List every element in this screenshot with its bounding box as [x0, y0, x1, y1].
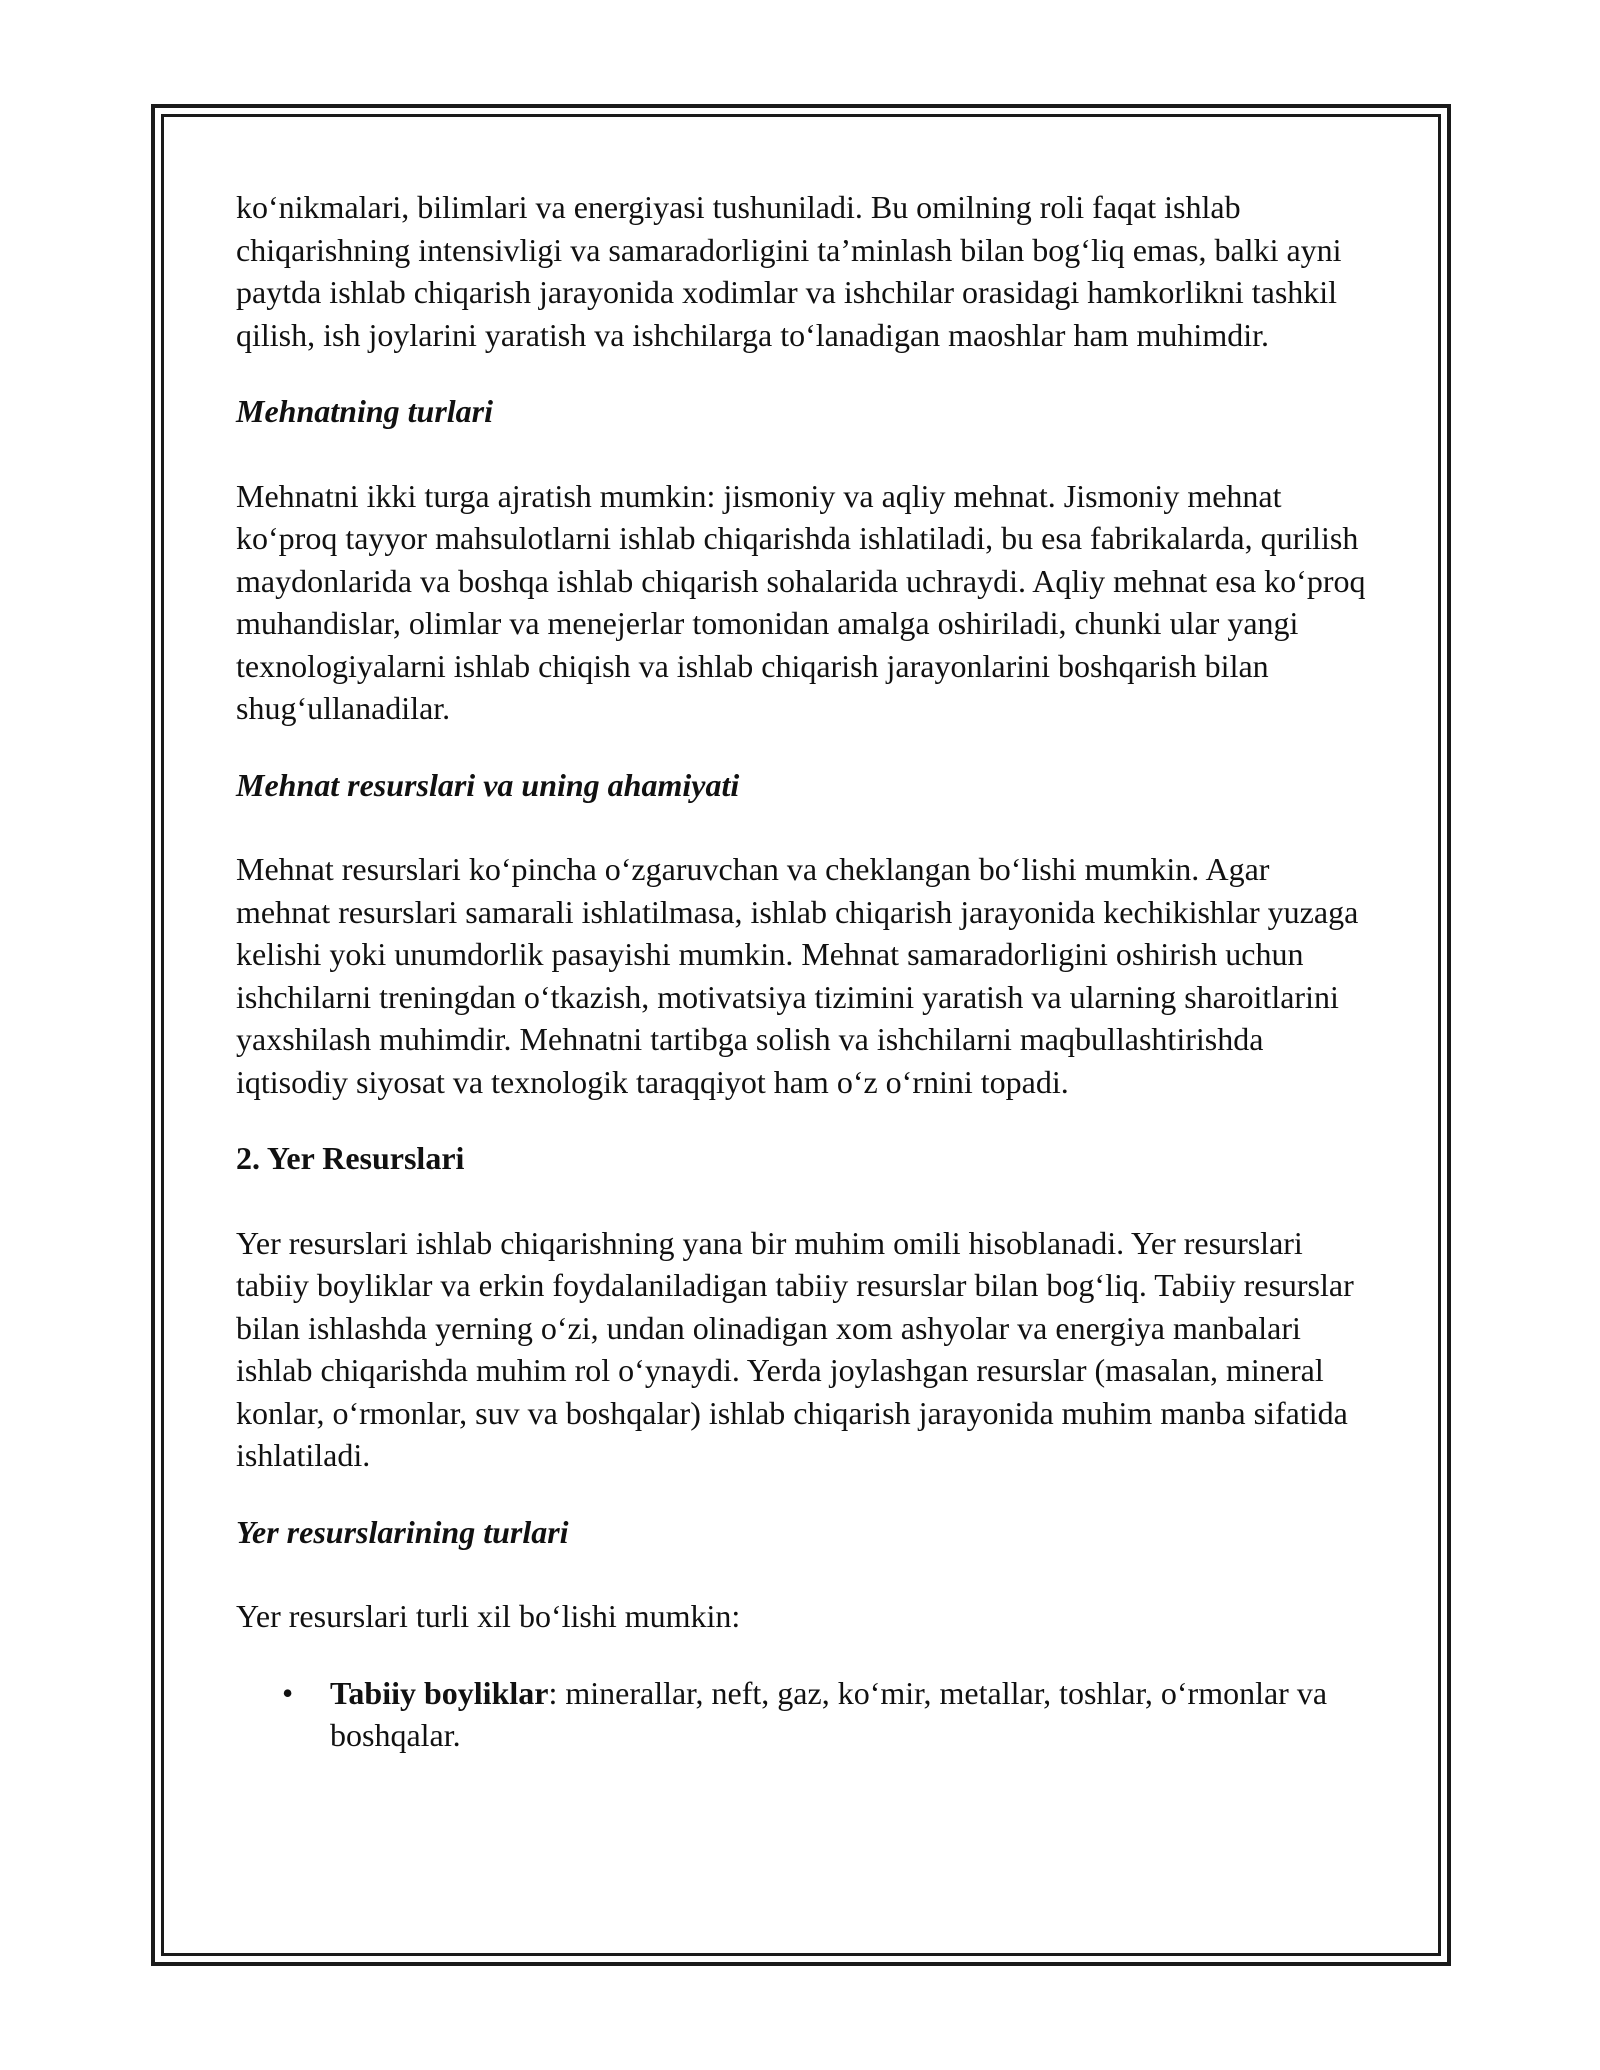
document-body [236, 186, 1366, 1757]
paragraph-mehnat-resurslari: Mehnat resurslari ko‘pincha o‘zgaruvchan va cheklangan bo‘lishi mumkin. Agar mehnat resurslari samarali ishlatilmasa, ishlab chiqarish jarayonida kechikishlar yuzaga kelishi yoki unumdorlik pasayishi mumkin. Mehnat samaradorligini oshirish uchun ishchilarni treningdan o‘tkazish, motivatsiya tizimini yaratish va ularning sharoitlarini yaxshilash muhimdir. Mehnatni tartibga solish va ishchilarni maqbullashtirishda iqtisodiy siyosat va texnologik taraqqiyot ham o‘z o‘rnini topadi. [236, 851, 1359, 1100]
bullet-term: Tabiiy boyliklar [330, 1674, 549, 1711]
bullet-list [236, 1672, 1366, 1757]
bullet-text: : minerallar, neft, gaz, ko‘mir, metallar, toshlar, o‘rmonlar va boshqalar. [330, 1674, 1328, 1753]
paragraph-intro: ko‘nikmalari, bilimlari va energiyasi tushuniladi. Bu omilning roli faqat ishlab chiqarishning intensivligi va samaradorligini ta’minlash bilan bog‘liq emas, balki ayni paytda ishlab chiqarish jarayonida xodimlar va ishchilar orasidagi hamkorlikni tashkil qilish, ish joylarini yaratish va ishchilarga to‘lanadigan maoshlar ham muhimdir. [236, 189, 1342, 353]
paragraph-yer-turlari-intro: Yer resurslari turli xil bo‘lishi mumkin: [236, 1598, 741, 1634]
list-item [282, 1672, 1330, 1757]
paragraph-yer-resurslari: Yer resurslari ishlab chiqarishning yana bir muhim omili hisoblanadi. Yer resurslari tabiiy boyliklar va erkin foydalaniladigan tabiiy resurslar bilan bog‘liq. Tabiiy resurslar bilan ishlashda yerning o‘zi, undan olinadigan xom ashyolar va energiya manbalari ishlab chiqarishda muhim rol o‘ynaydi. Yerda joylashgan resurslar (masalan, mineral konlar, o‘rmonlar, suv va boshqalar) ishlab chiqarish jarayonida muhim manba sifatida ishlatiladi. [236, 1224, 1354, 1473]
bullet-icon: • [282, 1674, 294, 1711]
subheading-yer-turlari: Yer resurslarining turlari [236, 1513, 569, 1550]
subheading-mehnat-resurslari: Mehnat resurslari va uning ahamiyati [236, 766, 740, 803]
section-heading-yer-resurslari: 2. Yer Resurslari [236, 1140, 465, 1176]
paragraph-mehnat-turlari: Mehnatni ikki turga ajratish mumkin: jismoniy va aqliy mehnat. Jismoniy mehnat ko‘proq tayyor mahsulotlarni ishlab chiqarishda ishlatiladi, bu esa fabrikalarda, qurilish maydonlarida va boshqa ishlab chiqarish sohalarida uchraydi. Aqliy mehnat esa ko‘proq muhandislar, olimlar va menejerlar tomonidan amalga oshiriladi, chunki ular yangi texnologiyalarni ishlab chiqish va ishlab chiqarish jarayonlarini boshqarish bilan shug‘ullanadilar. [236, 477, 1366, 726]
subheading-mehnat-turlari: Mehnatning turlari [236, 393, 493, 429]
